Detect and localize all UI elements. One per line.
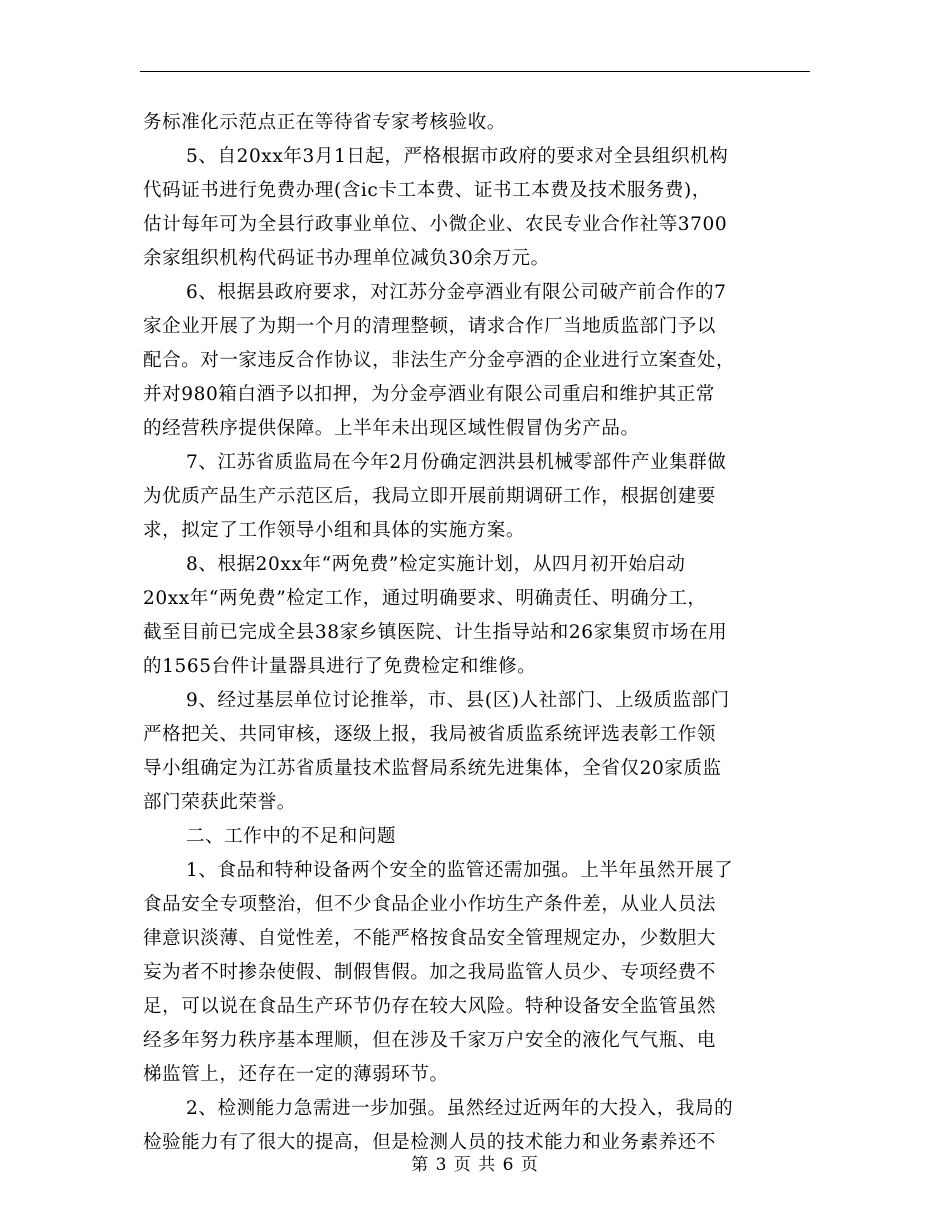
text-line: 求，拟定了工作领导小组和具体的实施方案。 <box>143 520 526 541</box>
text-line: 8、根据20xx年“两免费”检定实施计划，从四月初开始启动 <box>186 554 686 575</box>
text-line: 梯监管上，还存在一定的薄弱环节。 <box>143 1064 449 1085</box>
text-line: 家企业开展了为期一个月的清理整顿，请求合作厂当地质监部门予以 <box>143 316 717 337</box>
text-line: 并对980箱白酒予以扣押，为分金亭酒业有限公司重启和维护其正常 <box>143 384 715 405</box>
text-line: 严格把关、共同审核，逐级上报，我局被省质监系统评选表彰工作领 <box>143 724 717 745</box>
text-line: 估计每年可为全县行政事业单位、小微企业、农民专业合作社等3700 <box>143 214 728 235</box>
text-line: 20xx年“两免费”检定工作，通过明确要求、明确责任、明确分工， <box>143 588 707 609</box>
text-line: 的经营秩序提供保障。上半年未出现区域性假冒伪劣产品。 <box>143 418 640 439</box>
text-line: 2、检测能力急需进一步加强。虽然经过近两年的大投入，我局的 <box>186 1098 734 1119</box>
text-line: 5、自20xx年3月1日起，严格根据市政府的要求对全县组织机构 <box>186 146 729 167</box>
text-line: 1、食品和特种设备两个安全的监管还需加强。上半年虽然开展了 <box>186 860 734 881</box>
text-line: 9、经过基层单位讨论推举，市、县(区)人社部门、上级质监部门 <box>186 690 730 711</box>
text-line: 7、江苏省质监局在今年2月份确定泗洪县机械零部件产业集群做 <box>186 452 727 473</box>
text-line: 余家组织机构代码证书办理单位减负30余万元。 <box>143 248 550 269</box>
text-line: 足，可以说在食品生产环节仍存在较大风险。特种设备安全监管虽然 <box>143 996 717 1017</box>
text-line: 妄为者不时掺杂使假、制假售假。加之我局监管人员少、专项经费不 <box>143 962 717 983</box>
text-line: 检验能力有了很大的提高，但是检测人员的技术能力和业务素养还不 <box>143 1132 717 1153</box>
text-line: 经多年努力秩序基本理顺，但在涉及千家万户安全的液化气气瓶、电 <box>143 1030 717 1051</box>
text-line: 食品安全专项整治，但不少食品企业小作坊生产条件差，从业人员法 <box>143 894 717 915</box>
text-line: 代码证书进行免费办理(含ic卡工本费、证书工本费及技术服务费)， <box>143 180 711 201</box>
text-line: 的1565台件计量器具进行了免费检定和维修。 <box>143 656 537 677</box>
text-line: 6、根据县政府要求，对江苏分金亭酒业有限公司破产前合作的7 <box>186 282 727 303</box>
text-line: 为优质产品生产示范区后，我局立即开展前期调研工作，根据创建要 <box>143 486 717 507</box>
page-footer: 第 3 页 共 6 页 <box>411 1155 539 1175</box>
text-line: 务标准化示范点正在等待省专家考核验收。 <box>143 112 506 133</box>
text-line: 配合。对一家违反合作协议，非法生产分金亭酒的企业进行立案查处， <box>143 350 736 371</box>
text-line: 导小组确定为江苏省质量技术监督局系统先进集体，全省仅20家质监 <box>143 758 722 779</box>
text-line: 部门荣获此荣誉。 <box>143 792 296 813</box>
text-line: 二、工作中的不足和问题 <box>186 826 397 847</box>
text-line: 律意识淡薄、自觉性差，不能严格按食品安全管理规定办，少数胆大 <box>143 928 717 949</box>
text-line: 截至目前已完成全县38家乡镇医院、计生指导站和26家集贸市场在用 <box>143 622 728 643</box>
header-rule <box>140 71 810 72</box>
